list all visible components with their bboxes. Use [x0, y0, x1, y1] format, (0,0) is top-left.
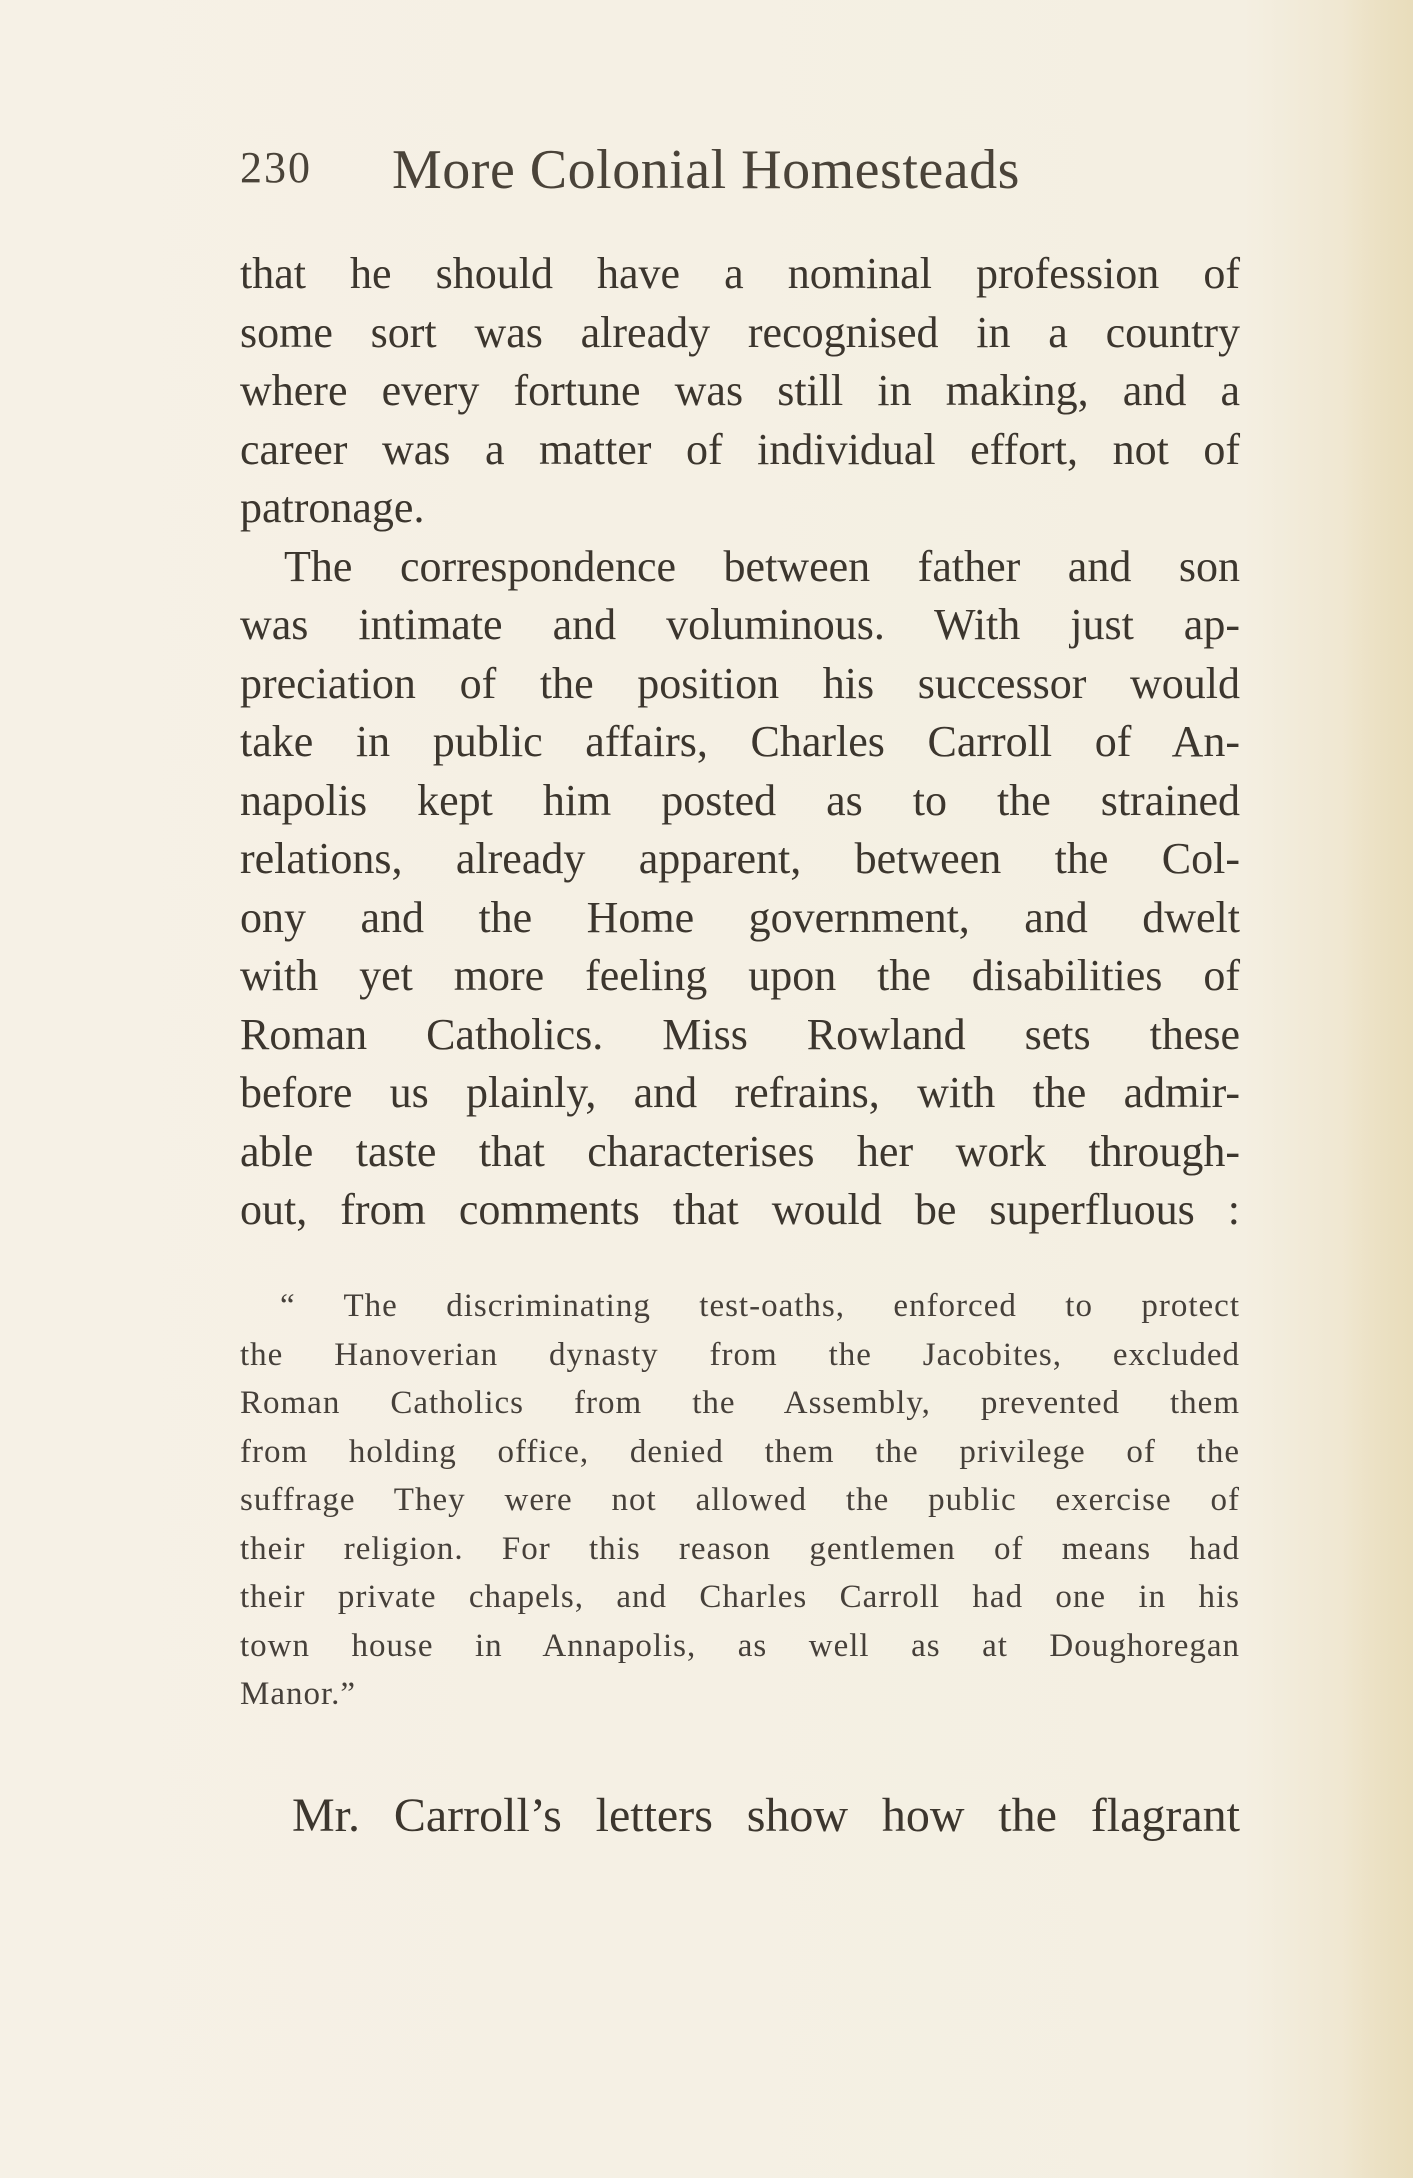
text-line: some sort was already recognised in a country: [240, 307, 1240, 357]
block-quote: [240, 1282, 1240, 1719]
quote-line: their religion. For this reason gentlemen of means had: [240, 1530, 1240, 1567]
paragraph-1: [240, 245, 1240, 538]
text-line: Roman Catholics. Miss Rowland sets these: [240, 1009, 1240, 1059]
text-line: napolis kept him posted as to the strained: [240, 775, 1240, 825]
text-line: relations, already apparent, between the Col-: [240, 834, 1240, 883]
quote-line: town house in Annapolis, as well as at Doughoregan: [240, 1627, 1240, 1664]
text-line: take in public affairs, Charles Carroll of An-: [240, 717, 1240, 766]
quote-line: Roman Catholics from the Assembly, prevented them: [240, 1385, 1240, 1421]
paragraph-2: [240, 538, 1240, 1240]
text-line: preciation of the position his successor would: [240, 658, 1240, 708]
page-header: [240, 138, 1240, 208]
text-line: out, from comments that would be superfluous :: [240, 1185, 1240, 1234]
text-line: that he should have a nominal profession of: [240, 249, 1240, 298]
main-text: [240, 245, 1240, 1240]
text-line: patronage.: [240, 483, 425, 532]
quote-line: Manor.”: [240, 1676, 357, 1712]
text-line: ony and the Home government, and dwelt: [240, 892, 1240, 942]
quote-line: “ The discriminating test-oaths, enforced to protect: [280, 1288, 1240, 1324]
text-line: Mr. Carroll’s letters show how the flagrant: [292, 1789, 1240, 1842]
text-line: career was a matter of individual effort, not of: [240, 424, 1240, 474]
paragraph-3: [240, 1786, 1240, 1846]
text-line: before us plainly, and refrains, with the admir-: [240, 1068, 1240, 1117]
running-title: More Colonial Homesteads: [392, 139, 1020, 201]
text-line: with yet more feeling upon the disabilities of: [240, 951, 1240, 1000]
quote-line: their private chapels, and Charles Carroll had one in his: [240, 1579, 1240, 1615]
text-line: was intimate and voluminous. With just ap-: [240, 600, 1240, 649]
text-line: The correspondence between father and son: [284, 541, 1240, 591]
page-edge-shadow: [1343, 0, 1413, 2178]
quote-line: from holding office, denied them the privilege of the: [240, 1433, 1240, 1470]
text-line: where every fortune was still in making, and a: [240, 366, 1240, 415]
quote-line: the Hanoverian dynasty from the Jacobites, excluded: [240, 1336, 1240, 1373]
text-line: able taste that characterises her work through-: [240, 1126, 1240, 1176]
quote-line: suffrage They were not allowed the public exercise of: [240, 1482, 1240, 1518]
page-number: 230: [240, 143, 312, 192]
